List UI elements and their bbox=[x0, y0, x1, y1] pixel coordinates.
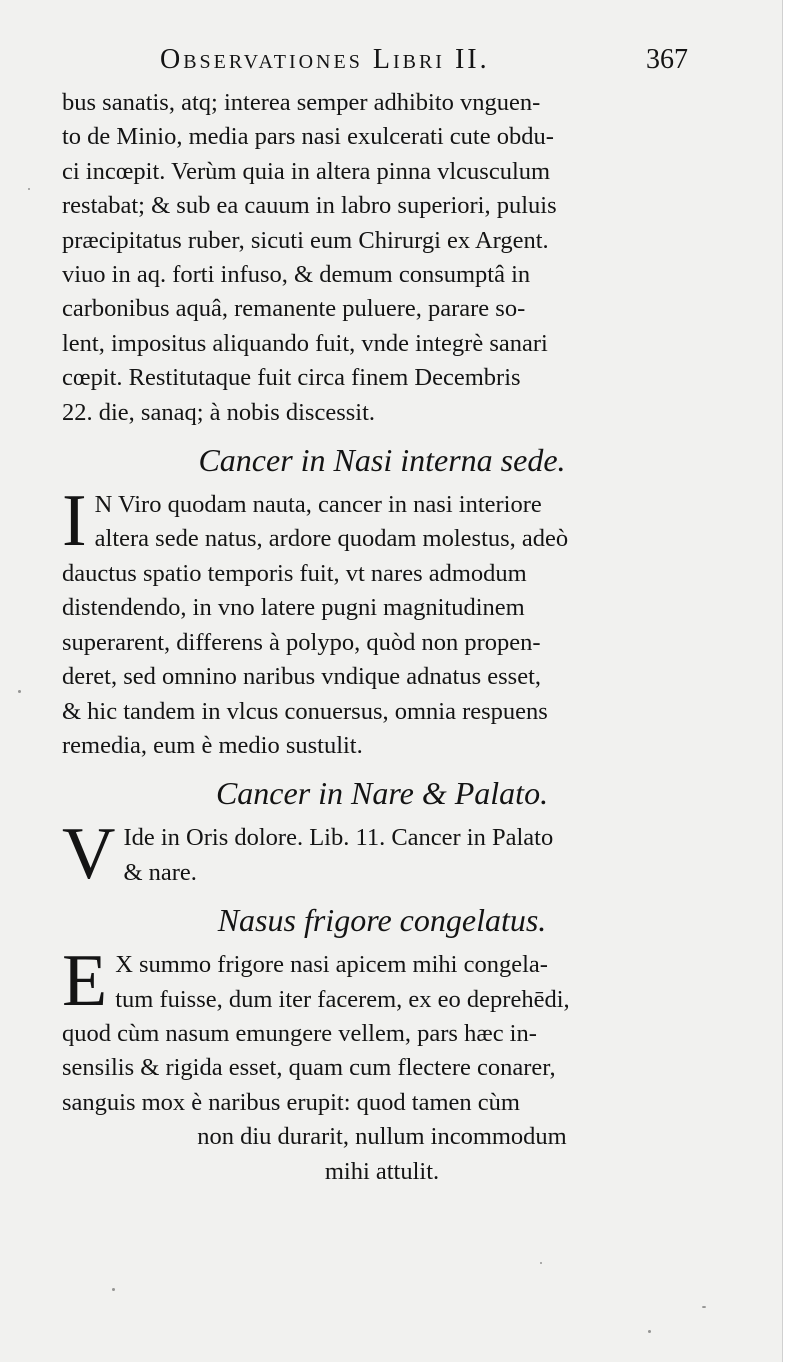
text-line: præcipitatus ruber, sicuti eum Chirurgi ex Argent. bbox=[62, 226, 549, 254]
section-nasus-frigore bbox=[62, 900, 702, 1189]
section-paragraph bbox=[62, 940, 702, 1189]
page-number: 367 bbox=[646, 44, 688, 75]
text-line: quod cùm nasum emungere vellem, pars hæc in- bbox=[62, 1019, 537, 1047]
text-line: & nare. bbox=[123, 858, 197, 886]
text-line: sensilis & rigida esset, quam cum flectere conarer, bbox=[62, 1054, 556, 1082]
text-line: carbonibus aquâ, remanente puluere, parare so- bbox=[62, 295, 526, 323]
section-cancer-nare-palato bbox=[62, 773, 702, 896]
section-paragraph bbox=[62, 813, 702, 896]
text-line: dauctus spatio temporis fuit, vt nares admodum bbox=[62, 559, 527, 587]
drop-cap: E bbox=[62, 940, 108, 1023]
intro-paragraph bbox=[62, 86, 702, 430]
section-heading: Cancer in Nasi interna sede. bbox=[198, 442, 566, 479]
paper-speck bbox=[648, 1330, 651, 1333]
text-line: superarent, differens à polypo, quòd non propen- bbox=[62, 628, 541, 656]
paper-speck bbox=[18, 690, 21, 693]
page-content bbox=[62, 86, 702, 1189]
text-line: mihi attulit. bbox=[324, 1157, 440, 1185]
text-line: distendendo, in vno latere pugni magnitudinem bbox=[62, 594, 525, 622]
text-line: tum fuisse, dum iter facerem, ex eo deprehēdi, bbox=[115, 985, 570, 1013]
section-heading: Cancer in Nare & Palato. bbox=[215, 775, 549, 812]
text-line: N Viro quodam nauta, cancer in nasi interiore bbox=[94, 491, 542, 519]
page-edge bbox=[782, 0, 800, 1362]
section-cancer-nasi bbox=[62, 440, 702, 763]
text-line: cœpit. Restitutaque fuit circa finem Decembris bbox=[62, 364, 521, 392]
section-paragraph bbox=[62, 480, 702, 763]
text-line: altera sede natus, ardore quodam molestus, adeò bbox=[94, 525, 569, 553]
text-line: ci incœpit. Verùm quia in altera pinna vlcusculum bbox=[62, 157, 551, 185]
text-line: viuo in aq. forti infuso, & demum consumptâ in bbox=[62, 261, 531, 289]
text-line: non diu durarit, nullum incommodum bbox=[197, 1123, 567, 1151]
drop-cap: V bbox=[62, 813, 116, 896]
text-line: X summo frigore nasi apicem mihi congela- bbox=[115, 951, 548, 979]
page-header bbox=[60, 44, 700, 84]
text-line: bus sanatis, atq; interea semper adhibito vnguen- bbox=[62, 89, 541, 116]
text-line: & hic tandem in vlcus conuersus, omnia respuens bbox=[62, 697, 548, 725]
text-line: Ide in Oris dolore. Lib. 11. Cancer in Palato bbox=[123, 824, 554, 852]
paper-speck bbox=[28, 188, 30, 190]
paper-speck bbox=[702, 1306, 706, 1308]
text-line: remedia, eum è medio sustulit. bbox=[62, 731, 363, 759]
paper-speck bbox=[540, 1262, 542, 1264]
text-line: lent, impositus aliquando fuit, vnde integrè sanari bbox=[62, 329, 548, 357]
running-title: Observationes Libri II. bbox=[160, 44, 490, 75]
text-line: 22. die, sanaq; à nobis discessit. bbox=[62, 398, 376, 426]
paper-speck bbox=[112, 1288, 115, 1291]
drop-cap: I bbox=[62, 480, 87, 563]
text-line: sanguis mox è naribus erupit: quod tamen cùm bbox=[62, 1088, 520, 1116]
text-line: deret, sed omnino naribus vndique adnatus esset, bbox=[62, 663, 542, 691]
section-heading: Nasus frigore congelatus. bbox=[217, 902, 547, 939]
text-line: restabat; & sub ea cauum in labro superiori, puluis bbox=[62, 192, 557, 220]
text-line: to de Minio, media pars nasi exulcerati cute obdu- bbox=[62, 123, 554, 151]
